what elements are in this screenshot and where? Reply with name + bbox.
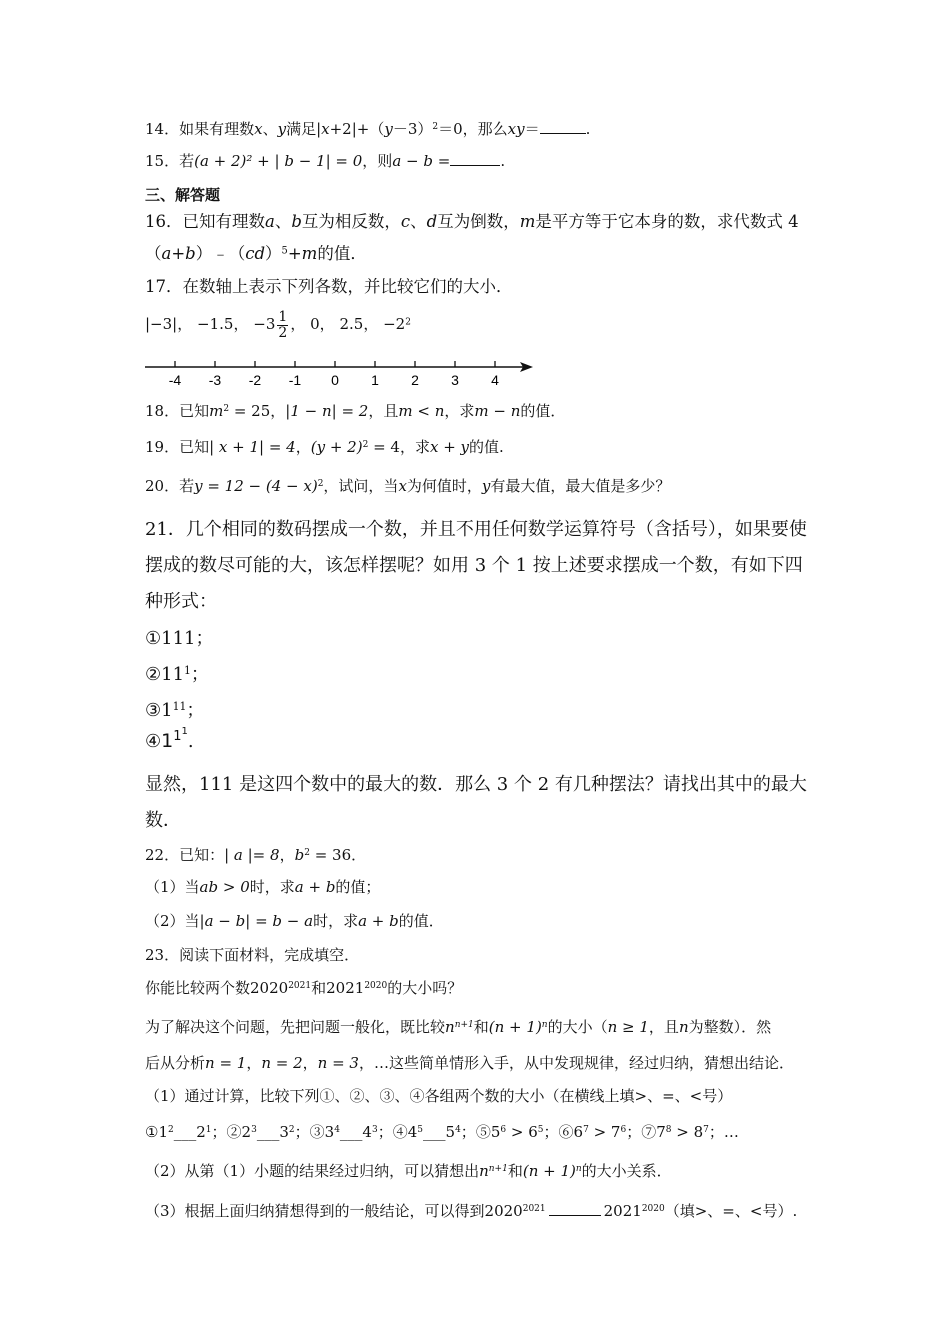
question-22-part-2: （2）当|a − b| = b − a时，求a + b的值． [145, 912, 444, 930]
question-17: 17．在数轴上表示下列各数，并比较它们的大小． [145, 277, 513, 296]
answer-blank[interactable] [450, 164, 500, 166]
option-4: $④1^{11}$. [145, 726, 194, 752]
question-22-part-1: （1）当ab > 0时，求a + b的值； [145, 878, 381, 896]
number-line-ticks [169, 361, 499, 388]
number-line-tick-label: -2 [248, 372, 262, 388]
question-23-part-3: （3）根据上面归纳猜想得到的一般结论，可以得到$2020^{2021}$ $2021^{2020}$（填>、=、<号）. [145, 1202, 798, 1220]
comparison-item: $④4^5\_\_\_5^4$； [392, 1123, 476, 1141]
number-line-tick-label: 0 [331, 372, 339, 388]
option-2: $②11^1$； [145, 664, 209, 685]
option-1: ①111； [145, 628, 214, 649]
question-21-line-8: 显然，111 是这四个数中的最大的数．那么 3 个 2 有几种摆法？请找出其中的最大 [145, 774, 807, 795]
number-line-tick-label: 3 [451, 372, 459, 388]
question-21-line-1: 21．几个相同的数码摆成一个数，并且不用任何数学运算符号（含括号），如果要使 [145, 519, 807, 540]
section-heading: 三、解答题 [145, 186, 221, 204]
number-line [140, 352, 540, 392]
comparison-item: $①1^2\_\_\_2^1$； [145, 1123, 227, 1141]
comparison-item: $⑤5^6 > 6^5$； [475, 1123, 559, 1141]
question-15: 15．若(a + 2)² + | b − 1| = 0，则a − b = . [145, 152, 506, 170]
comparison-item: $⑥6^7 > 7^6$； [558, 1123, 642, 1141]
question-14: 14．如果有理数x、y满足$|x+2|+(y-3)^2=0$，那么xy＝ . [145, 120, 591, 138]
question-21-line-3: 种形式： [145, 591, 217, 612]
question-23-line-2: 你能比较两个数$2020^{2021}$和$2021^{2020}$的大小吗？ [145, 979, 463, 997]
question-23-part-1: （1）通过计算，比较下列①、②、③、④各组两个数的大小（在横线上填>、=、<号） [145, 1087, 733, 1105]
fraction: $\frac{1}{2}$ [278, 309, 288, 341]
question-23-line-3: 为了解决这个问题，先把问题一般化，既比较$n^{n+1}$和$(n + 1)^n$的大小（n ≥ 1，且n为整数）．然 [145, 1018, 772, 1036]
question-23-line-4: 后从分析n = 1，n = 2，n = 3，…这些简单情形入手，从中发现规律，经过归纳，猜想出结论． [145, 1054, 794, 1072]
answer-blank[interactable] [549, 1214, 601, 1216]
question-21-line-9: 数． [145, 810, 181, 831]
comparison-item: $③3^4\_\_\_4^3$； [309, 1123, 393, 1141]
comparison-row [145, 1121, 739, 1142]
question-23-title: 23．阅读下面材料，完成填空． [145, 946, 360, 964]
question-21-line-2: 摆成的数尽可能的大，该怎样摆呢？如用 3 个 1 按上述要求摆成一个数，有如下四 [145, 555, 803, 576]
question-18: 18．已知$m^2 = 25$，|1 − n| = 2，且m < n，求m − n的值． [145, 402, 566, 420]
comparison-item: $⑦7^8 > 8^7$；… [641, 1123, 739, 1141]
number-line-tick-label: 2 [411, 372, 419, 388]
comparison-item: $②2^3\_\_\_3^2$； [226, 1123, 310, 1141]
question-16-line-1: 16．已知有理数a、b互为相反数，c、d互为倒数，m是平方等于它本身的数，求代数式 4 [145, 212, 799, 231]
question-20: 20．若$y = 12 - (4 - x)^2$，试问，当x为何值时，y有最大值，最大值是多少？ [145, 477, 671, 495]
number-line-tick-label: -4 [168, 372, 182, 388]
number-list: |−3|， −1.5， −3 $\frac{1}{2}$ ， 0， 2.5， $-2^2$ [145, 309, 411, 341]
question-23-part-2: （2）从第（1）小题的结果经过归纳，可以猜想出$n^{n+1}$和$(n + 1)^n$的大小关系． [145, 1162, 672, 1180]
number-line-tick-label: -3 [208, 372, 222, 388]
question-16-line-2: （a+b）﹣（cd）$^5$+m的值． [145, 244, 367, 263]
number-line-tick-label: 1 [371, 372, 379, 388]
number-line-tick-label: 4 [491, 372, 499, 388]
answer-blank[interactable] [540, 132, 586, 134]
question-22: 22．已知：| a |= 8，$b^2 = 36$． [145, 846, 367, 864]
option-3: $③1^{11}$； [145, 700, 205, 721]
question-19: 19．已知| x + 1| = 4，$(y + 2)^2 = 4$，求x + y的值. [145, 438, 504, 456]
number-line-tick-label: -1 [288, 372, 302, 388]
